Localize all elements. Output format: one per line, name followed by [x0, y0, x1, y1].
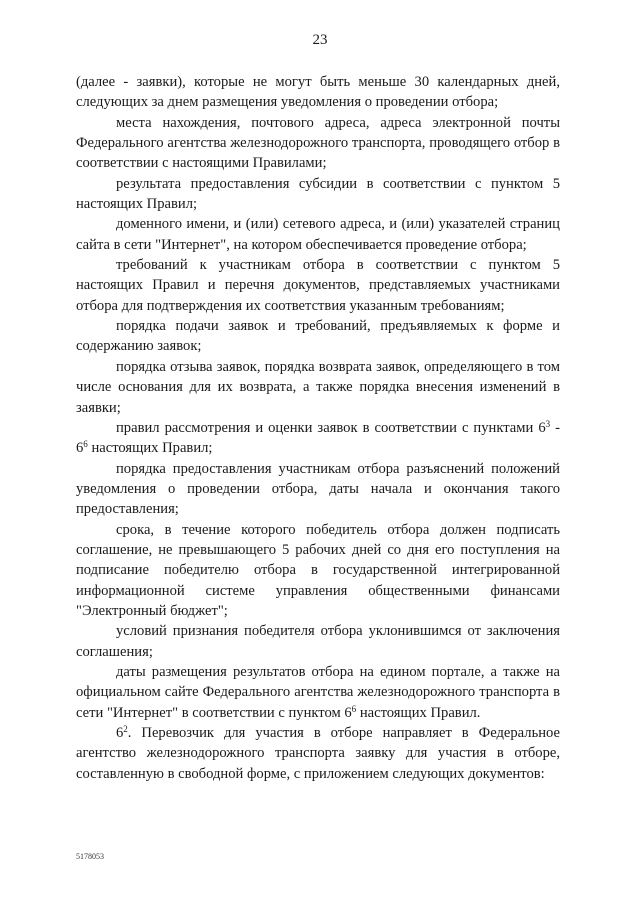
paragraph-1: (далее - заявки), которые не могут быть меньше 30 календарных дней, следующих за днем размещения уведомления о проведении отбора; [76, 74, 560, 111]
paragraph-2: места нахождения, почтового адреса, адреса электронной почты Федерального агентства железнодорожного транспорта, проводящего отбор в соответствии с настоящими Правилами; [76, 114, 560, 172]
paragraph-8-sup-a: 3 [545, 418, 551, 429]
document-body [76, 72, 560, 784]
paragraph-8-text-b: - 6 [76, 419, 560, 457]
paragraph-5: требований к участникам отбора в соответствии с пунктом 5 настоящих Правил и перечня документов, представляемых участниками отбора для подтверждения их соответствия указанным требованиям; [76, 257, 560, 314]
paragraph-13-text: . Перевозчик для участия в отборе направляет в Федеральное агентство железнодорожного транспорта заявку для участия в отборе, составленную в свободной форме, с приложением следующих документов: [76, 725, 560, 782]
page-number: 23 [312, 32, 328, 48]
paragraph-13 [76, 723, 560, 784]
paragraph-8 [76, 418, 560, 459]
paragraph-12-text-b: настоящих Правил. [356, 704, 481, 721]
paragraph-7: порядка отзыва заявок, порядка возврата заявок, определяющего в том числе основания для их возврата, а также порядка внесения изменений в заявки; [76, 358, 560, 416]
paragraph-12 [76, 662, 560, 723]
paragraph-8-sup-b: 6 [83, 439, 88, 450]
paragraph-8-text-c: настоящих Правил; [87, 440, 213, 457]
paragraph-6: порядка подачи заявок и требований, предъявляемых к форме и содержанию заявок; [76, 318, 560, 355]
section-number-sup: 2 [123, 724, 128, 734]
paragraph-9: порядка предоставления участникам отбора разъяснений положений уведомления о проведении отбора, даты начала и окончания такого предоставления; [76, 460, 560, 518]
paragraph-4: доменного имени, и (или) сетевого адреса, и (или) указателей страниц сайта в сети "Интернет", на котором обеспечивается проведение отбора; [76, 216, 560, 253]
paragraph-3: результата предоставления субсидии в соответствии с пунктом 5 настоящих Правил; [76, 175, 560, 213]
section-number: 6 [116, 725, 124, 741]
paragraph-12-text-a: даты размещения результатов отбора на едином портале, а также на официальном сайте Федерального агентства железнодорожного транспорта в сети "Интернет" в соответствии с пунктом 6 [76, 663, 560, 721]
paragraph-11: условий признания победителя отбора уклонившимся от заключения соглашения; [76, 623, 560, 660]
paragraph-12-sup-a: 6 [351, 703, 357, 714]
document-id: 5178053 [76, 852, 104, 861]
paragraph-10: срока, в течение которого победитель отбора должен подписать соглашение, не превышающего 5 рабочих дней со дня его поступления на подписание победителю отбора в государственной интегрированной информационной системе управления общественными финансами "Электронный бюджет"; [76, 521, 560, 619]
paragraph-8-text-a: правил рассмотрения и оценки заявок в соответствии с пунктами 6 [116, 419, 546, 436]
